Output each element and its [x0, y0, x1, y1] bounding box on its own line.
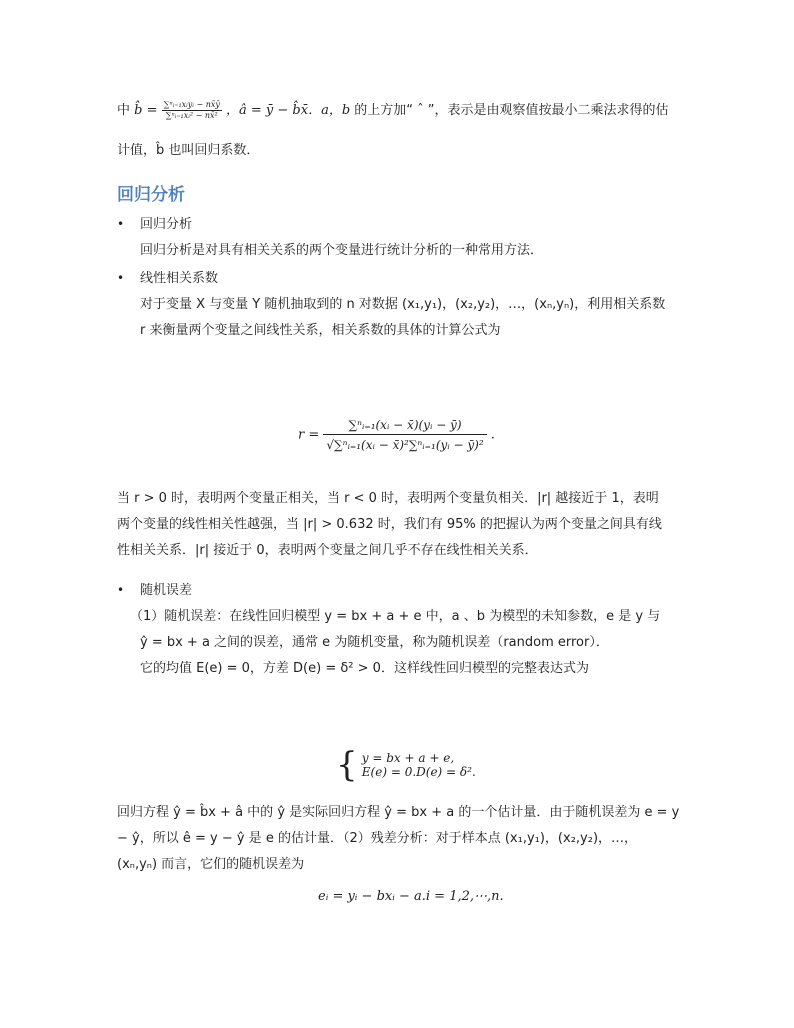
bullet-icon: •: [117, 217, 125, 231]
item-body-regression: 回归分析是对具有相关关系的两个变量进行统计分析的一种常用方法．: [140, 243, 544, 258]
bullet-icon: •: [117, 271, 125, 285]
item-body-correlation-2: r 来衡量两个变量之间线性关系，相关系数的具体的计算公式为: [140, 323, 501, 338]
paragraph-after-system-1: 回归方程 ŷ = b̂x + â 中的 ŷ 是实际回归方程 ŷ = bx + a 的一个估计量．由于随机误差为 e = y: [117, 805, 680, 820]
system-row-2: E(e) = 0.D(e) = δ².: [361, 765, 476, 779]
formula-r-denominator: √∑ⁿᵢ₌₁(xᵢ − x̄)²∑ⁿᵢ₌₁(yᵢ − ȳ)²: [326, 438, 484, 452]
intro-line-1-text: 的上方加“ ˆ ”，表示是由观察值按最小二乘法求得的估: [354, 103, 669, 118]
item-body-correlation-1: 对于变量 X 与变量 Y 随机抽取到的 n 对数据 (x₁,y₁)，(x₂,y₂)，…，(xₙ,yₙ)，利用相关系数: [140, 297, 666, 312]
b-hat-fraction: [162, 100, 222, 121]
intro-line-1: [117, 100, 669, 121]
system-rows: [362, 751, 476, 779]
formula-residual: eᵢ = yᵢ − bxᵢ − a.i = 1,2,⋯,n.: [318, 889, 504, 904]
paragraph-after-r-2: 两个变量的线性相关性越强，当 |r| > 0.632 时，我们有 95% 的把握认为两个变量之间具有线: [117, 517, 662, 532]
bullet-icon: •: [117, 583, 125, 597]
paragraph-after-system-2: − ŷ，所以 ê = y − ŷ 是 e 的估计量．（2）残差分析：对于样本点 (x₁,y₁)，(x₂,y₂)，…，: [117, 831, 638, 846]
b-hat-denominator: ∑ⁿᵢ₌₁xᵢ² − nx̄²: [165, 111, 218, 120]
item-random-error-p1: （1）随机误差：在线性回归模型 y = bx + a + e 中，a 、b 为模型的未知参数，e 是 y 与: [130, 609, 661, 624]
formula-r-fraction: [323, 418, 486, 452]
item-random-error-p3: 它的均值 E(e) = 0，方差 D(e) = δ² > 0．这样线性回归模型的完整表达式为: [140, 661, 589, 676]
paragraph-after-system-3: (xₙ,yₙ) 而言，它们的随机误差为: [117, 857, 305, 872]
system-brace: {: [336, 745, 358, 785]
formula-r-end: .: [490, 427, 495, 443]
intro-line-2: 计值，b̂ 也叫回归系数．: [117, 143, 260, 158]
intro-prefix: 中: [117, 103, 131, 118]
formula-r-lhs: r =: [298, 427, 320, 443]
b-hat-lhs: b̂ =: [134, 103, 158, 118]
paragraph-after-r-1: 当 r > 0 时，表明两个变量正相关，当 r < 0 时，表明两个变量负相关．|r| 越接近于 1，表明: [117, 491, 659, 506]
a-hat-formula: ，â = ȳ − b̂x̄．a，b: [226, 103, 351, 118]
item-title-random-error: 随机误差: [140, 583, 193, 598]
paragraph-after-r-3: 性相关关系．|r| 接近于 0，表明两个变量之间几乎不存在线性相关关系．: [117, 543, 538, 558]
item-title-regression: 回归分析: [140, 217, 193, 232]
item-title-correlation: 线性相关系数: [140, 271, 219, 286]
item-random-error-p2: ŷ = bx + a 之间的误差，通常 e 为随机变量，称为随机误差（random error）．: [140, 635, 609, 650]
formula-r: [298, 418, 495, 452]
system-row-1: y = bx + a + e,: [361, 751, 455, 765]
b-hat-numerator: ∑ⁿᵢ₌₁xᵢyᵢ − nx̄ȳ: [163, 100, 220, 109]
section-heading: 回归分析: [117, 185, 185, 205]
model-system: [336, 745, 476, 785]
formula-r-numerator: ∑ⁿᵢ₌₁(xᵢ − x̄)(yᵢ − ȳ): [323, 418, 486, 435]
